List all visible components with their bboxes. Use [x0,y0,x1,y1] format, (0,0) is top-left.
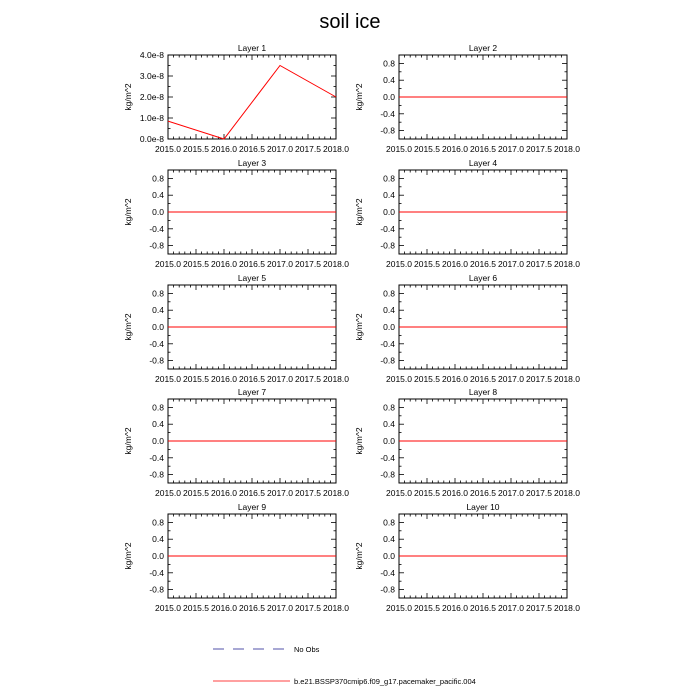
x-tick-label: 2016.0 [211,259,237,269]
y-tick-label: -0.4 [149,223,164,234]
x-tick-label: 2017.0 [267,259,293,269]
x-tick-label: 2017.0 [498,144,524,154]
y-tick-label: -0.8 [149,469,164,480]
y-tick-label: -0.8 [380,355,395,366]
y-tick-label: 0.4 [152,305,164,316]
y-tick-label: -0.4 [149,338,164,349]
x-tick-label: 2017.0 [498,259,524,269]
y-tick-label: -0.8 [380,125,395,136]
chart-panel-8 [354,387,580,498]
plot-frame [168,55,336,139]
panel-title: Layer 6 [468,273,498,283]
chart-panel-3 [123,158,349,269]
y-tick-label: 0.0 [383,551,395,561]
panel-title: Layer 7 [237,387,267,397]
chart-panel-5 [123,273,349,384]
y-tick-label: 0.8 [383,288,395,299]
x-tick-label: 2015.5 [183,488,209,498]
x-tick-label: 2015.0 [155,603,181,613]
y-tick-label: 0.8 [152,173,164,184]
y-axis-label: kg/m^2 [354,83,364,111]
x-tick-label: 2016.5 [470,374,496,384]
y-tick-label: -0.8 [380,469,395,480]
legend [213,645,476,686]
y-tick-label: -0.8 [380,240,395,251]
y-tick-label: -0.4 [380,452,395,463]
y-tick-label: -0.8 [149,584,164,595]
x-tick-label: 2015.5 [183,259,209,269]
y-tick-label: 2.0e-8 [139,92,164,102]
panel-title: Layer 10 [466,502,500,512]
x-tick-label: 2015.0 [155,259,181,269]
y-axis-label: kg/m^2 [123,83,133,111]
y-tick-label: 0.8 [383,517,395,528]
x-tick-label: 2017.0 [267,603,293,613]
x-tick-label: 2015.5 [414,259,440,269]
y-tick-label: -0.8 [149,355,164,366]
x-tick-label: 2016.5 [239,488,265,498]
legend-entry-1 [213,645,320,654]
x-tick-label: 2016.0 [442,488,468,498]
x-tick-label: 2017.5 [526,259,552,269]
y-axis-label: kg/m^2 [123,198,133,226]
x-tick-label: 2016.0 [442,144,468,154]
y-tick-label: 0.0 [383,322,395,332]
y-tick-label: -0.4 [380,108,395,119]
y-tick-label: -0.8 [149,240,164,251]
chart-panel-6 [354,273,580,384]
x-tick-label: 2016.0 [442,374,468,384]
y-tick-label: 0.8 [152,288,164,299]
x-tick-label: 2017.0 [498,488,524,498]
chart-panel-10 [354,502,580,613]
x-tick-label: 2017.0 [267,374,293,384]
y-tick-label: 0.0 [152,436,164,446]
y-tick-label: 0.8 [152,517,164,528]
y-tick-label: 0.4 [383,305,395,316]
x-tick-label: 2018.0 [554,374,580,384]
chart-panel-7 [123,387,349,498]
y-tick-label: 0.4 [383,190,395,201]
x-tick-label: 2017.5 [295,259,321,269]
x-tick-label: 2015.0 [386,144,412,154]
x-tick-label: 2018.0 [554,259,580,269]
x-tick-label: 2018.0 [323,144,349,154]
x-tick-label: 2018.0 [554,144,580,154]
x-tick-label: 2015.5 [183,603,209,613]
y-axis-label: kg/m^2 [354,427,364,455]
x-tick-label: 2018.0 [323,259,349,269]
y-tick-label: 0.4 [383,419,395,430]
y-tick-label: 4.0e-8 [139,50,164,60]
x-tick-label: 2018.0 [323,374,349,384]
x-tick-label: 2016.5 [470,259,496,269]
y-tick-label: 0.4 [383,534,395,545]
y-tick-label: 0.0 [152,322,164,332]
x-tick-label: 2017.5 [526,144,552,154]
y-tick-label: 0.8 [383,173,395,184]
y-axis-label: kg/m^2 [123,427,133,455]
figure-title: soil ice [319,11,381,33]
legend-entry-2 [213,677,476,686]
y-tick-label: 0.0e-8 [139,134,164,144]
x-tick-label: 2017.5 [526,374,552,384]
x-tick-label: 2017.5 [526,488,552,498]
x-tick-label: 2017.0 [498,603,524,613]
x-tick-label: 2016.0 [211,603,237,613]
y-tick-label: 0.4 [152,534,164,545]
y-tick-label: 0.4 [152,190,164,201]
chart-panel-1 [123,43,349,154]
y-tick-label: -0.4 [380,223,395,234]
x-tick-label: 2018.0 [323,603,349,613]
x-tick-label: 2015.5 [414,488,440,498]
x-tick-label: 2016.0 [442,259,468,269]
x-tick-label: 2016.0 [211,374,237,384]
y-tick-label: 0.4 [383,75,395,86]
panels [123,43,580,613]
x-tick-label: 2016.0 [442,603,468,613]
panel-title: Layer 8 [468,387,498,397]
y-tick-label: 1.0e-8 [139,113,164,123]
x-tick-label: 2017.0 [498,374,524,384]
x-tick-label: 2016.5 [470,144,496,154]
x-tick-label: 2015.5 [183,374,209,384]
y-axis-label: kg/m^2 [354,542,364,570]
x-tick-label: 2015.5 [414,144,440,154]
panel-title: Layer 5 [237,273,267,283]
panel-title: Layer 2 [468,43,498,53]
y-tick-label: 0.0 [152,207,164,217]
x-tick-label: 2015.0 [386,374,412,384]
y-axis-label: kg/m^2 [354,313,364,341]
x-tick-label: 2016.5 [239,603,265,613]
series-line [168,66,336,140]
y-tick-label: 0.8 [152,402,164,413]
legend-label: b.e21.BSSP370cmip6.f09_g17.pacemaker_pacific.004 [294,677,476,686]
x-tick-label: 2015.5 [183,144,209,154]
x-tick-label: 2018.0 [323,488,349,498]
x-tick-label: 2015.0 [155,488,181,498]
x-tick-label: 2015.0 [155,144,181,154]
x-tick-label: 2016.5 [470,488,496,498]
x-tick-label: 2016.5 [470,603,496,613]
y-tick-label: -0.4 [149,567,164,578]
chart-panel-4 [354,158,580,269]
y-tick-label: 3.0e-8 [139,71,164,81]
y-axis-label: kg/m^2 [123,542,133,570]
panel-title: Layer 4 [468,158,498,168]
y-tick-label: -0.4 [380,567,395,578]
y-tick-label: 0.0 [383,436,395,446]
x-tick-label: 2016.5 [239,144,265,154]
x-tick-label: 2018.0 [554,603,580,613]
x-tick-label: 2015.0 [386,488,412,498]
x-tick-label: 2016.5 [239,259,265,269]
x-tick-label: 2017.0 [267,488,293,498]
y-tick-label: 0.0 [383,92,395,102]
x-tick-label: 2016.0 [211,144,237,154]
y-axis-label: kg/m^2 [354,198,364,226]
panel-title: Layer 3 [237,158,267,168]
x-tick-label: 2017.5 [295,374,321,384]
chart-panel-2 [354,43,580,154]
x-tick-label: 2015.0 [386,603,412,613]
chart-panel-9 [123,502,349,613]
x-tick-label: 2017.5 [526,603,552,613]
x-tick-label: 2015.0 [155,374,181,384]
x-tick-label: 2017.0 [267,144,293,154]
x-tick-label: 2017.5 [295,144,321,154]
x-tick-label: 2017.5 [295,488,321,498]
panel-title: Layer 9 [237,502,267,512]
y-tick-label: 0.0 [152,551,164,561]
x-tick-label: 2015.5 [414,374,440,384]
x-tick-label: 2018.0 [554,488,580,498]
y-tick-label: -0.4 [149,452,164,463]
y-tick-label: -0.4 [380,338,395,349]
legend-label: No Obs [294,645,320,654]
x-tick-label: 2017.5 [295,603,321,613]
y-tick-label: 0.8 [383,58,395,69]
panel-title: Layer 1 [237,43,267,53]
y-axis-label: kg/m^2 [123,313,133,341]
x-tick-label: 2015.0 [386,259,412,269]
x-tick-label: 2016.0 [211,488,237,498]
y-tick-label: -0.8 [380,584,395,595]
y-tick-label: 0.0 [383,207,395,217]
y-tick-label: 0.4 [152,419,164,430]
x-tick-label: 2016.5 [239,374,265,384]
x-tick-label: 2015.5 [414,603,440,613]
y-tick-label: 0.8 [383,402,395,413]
